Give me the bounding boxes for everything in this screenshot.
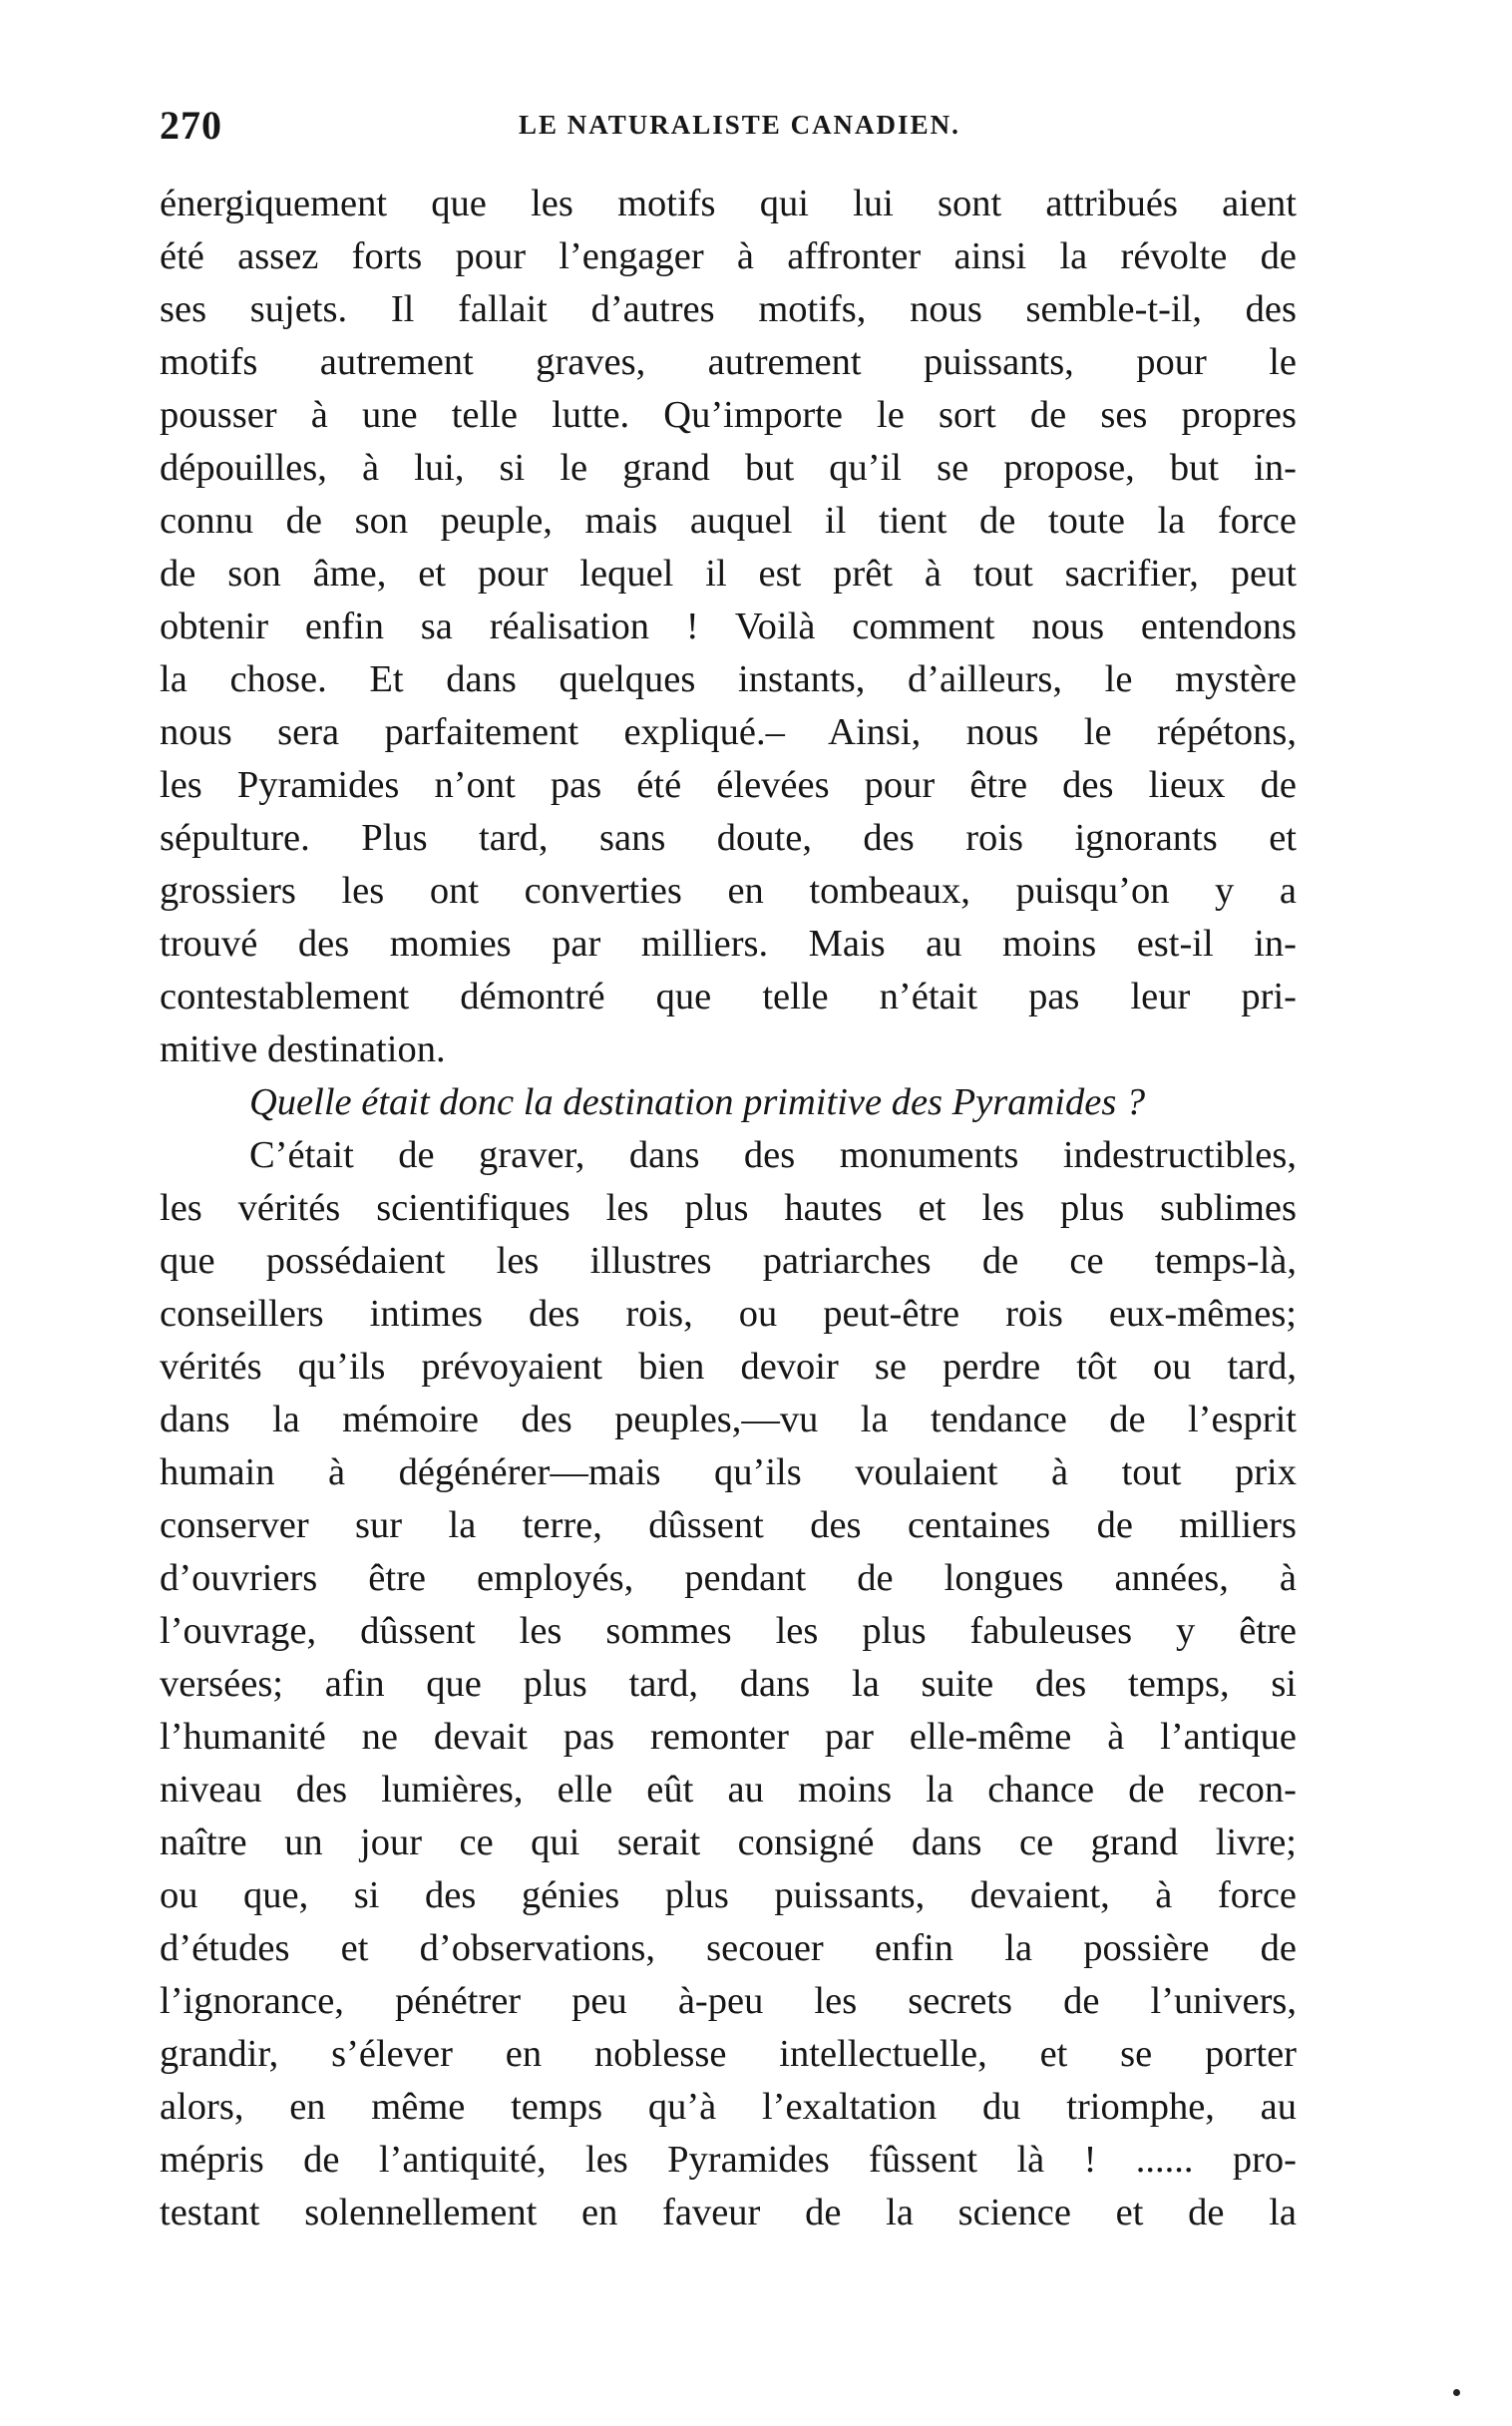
text-line: grossiers les ont converties en tombeaux, puisqu’on y a bbox=[160, 870, 1297, 912]
text-line: pousser à une telle lutte. Qu’importe le sort de ses propres bbox=[160, 394, 1297, 436]
text-line: grandir, s’élever en noblesse intellectuelle, et se porter bbox=[160, 2033, 1297, 2075]
text-line: nous sera parfaitement expliqué.– Ainsi, nous le répétons, bbox=[160, 711, 1297, 753]
text-line: niveau des lumières, elle eût au moins la chance de recon- bbox=[160, 1769, 1297, 1811]
text-line: contestablement démontré que telle n’était pas leur pri- bbox=[160, 976, 1297, 1017]
text-line: conseillers intimes des rois, ou peut-être rois eux-mêmes; bbox=[160, 1293, 1297, 1335]
text-line: vérités qu’ils prévoyaient bien devoir se perdre tôt ou tard, bbox=[160, 1346, 1297, 1388]
text-line: ses sujets. Il fallait d’autres motifs, nous semble-t-il, des bbox=[160, 288, 1297, 330]
text-line: mépris de l’antiquité, les Pyramides fûssent là ! ...... pro- bbox=[160, 2139, 1297, 2181]
text-line: versées; afin que plus tard, dans la suite des temps, si bbox=[160, 1663, 1297, 1705]
text-line: trouvé des momies par milliers. Mais au moins est-il in- bbox=[160, 923, 1297, 965]
text-line: que possédaient les illustres patriarches de ce temps-là, bbox=[160, 1240, 1297, 1282]
text-line: obtenir enfin sa réalisation ! Voilà comment nous entendons bbox=[160, 606, 1297, 647]
section-question: Quelle était donc la destination primitive des Pyramides ? bbox=[249, 1081, 1146, 1123]
text-line: les Pyramides n’ont pas été élevées pour être des lieux de bbox=[160, 764, 1297, 806]
running-head: LE NATURALISTE CANADIEN. bbox=[519, 110, 960, 140]
text-line: sépulture. Plus tard, sans doute, des rois ignorants et bbox=[160, 817, 1297, 859]
text-line: l’ignorance, pénétrer peu à-peu les secrets de l’univers, bbox=[160, 1980, 1297, 2022]
body-text bbox=[160, 178, 1297, 2239]
text-line: humain à dégénérer—mais qu’ils voulaient à tout prix bbox=[160, 1451, 1297, 1493]
text-line: testant solennellement en faveur de la science et de la bbox=[160, 2192, 1297, 2233]
text-line: conserver sur la terre, dûssent des centaines de milliers bbox=[160, 1504, 1297, 1546]
text-line: d’ouvriers être employés, pendant de longues années, à bbox=[160, 1557, 1297, 1599]
page-header bbox=[160, 92, 1297, 152]
text-line: connu de son peuple, mais auquel il tient de toute la force bbox=[160, 500, 1297, 542]
text-line: dans la mémoire des peuples,—vu la tendance de l’esprit bbox=[160, 1399, 1297, 1440]
text-line: d’études et d’observations, secouer enfin la possière de bbox=[160, 1927, 1297, 1969]
text-line: l’ouvrage, dûssent les sommes les plus fabuleuses y être bbox=[160, 1610, 1297, 1652]
text-line: mitive destination. bbox=[160, 1028, 446, 1070]
text-line: l’humanité ne devait pas remonter par elle-même à l’antique bbox=[160, 1716, 1297, 1758]
text-line: ou que, si des génies plus puissants, devaient, à force bbox=[160, 1874, 1297, 1916]
text-line: énergiquement que les motifs qui lui sont attribués aient bbox=[160, 183, 1297, 224]
print-speck bbox=[1453, 2389, 1460, 2396]
text-line: les vérités scientifiques les plus hautes et les plus sublimes bbox=[160, 1187, 1297, 1229]
text-line: été assez forts pour l’engager à affronter ainsi la révolte de bbox=[160, 235, 1297, 277]
text-line: C’était de graver, dans des monuments indestructibles, bbox=[249, 1134, 1297, 1176]
text-line: la chose. Et dans quelques instants, d’ailleurs, le mystère bbox=[160, 658, 1297, 700]
text-line: de son âme, et pour lequel il est prêt à tout sacrifier, peut bbox=[160, 553, 1297, 595]
text-line: motifs autrement graves, autrement puissants, pour le bbox=[160, 341, 1297, 383]
text-line: naître un jour ce qui serait consigné dans ce grand livre; bbox=[160, 1821, 1297, 1863]
text-line: dépouilles, à lui, si le grand but qu’il se propose, but in- bbox=[160, 447, 1297, 489]
page-number: 270 bbox=[160, 103, 222, 148]
text-line: alors, en même temps qu’à l’exaltation du triomphe, au bbox=[160, 2086, 1297, 2128]
